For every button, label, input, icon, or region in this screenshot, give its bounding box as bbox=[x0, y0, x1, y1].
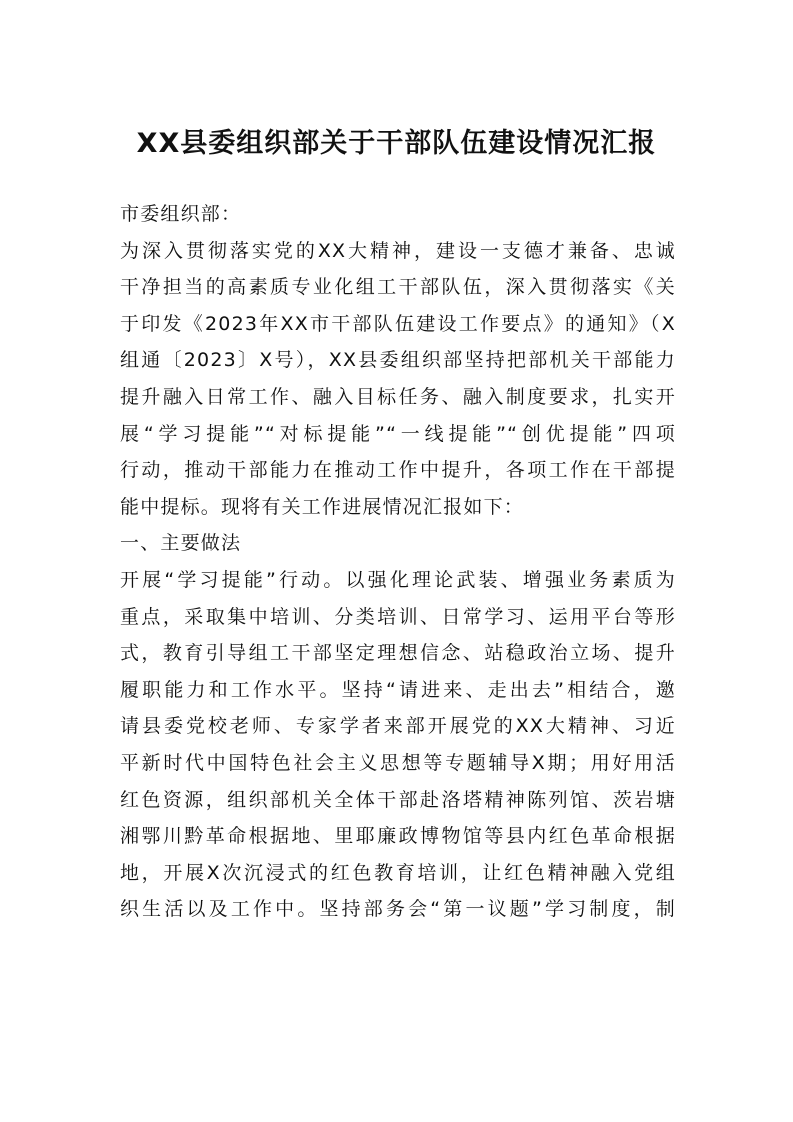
salutation-line: 市委组织部： bbox=[120, 203, 242, 225]
paragraph-line: 履职能力和工作水平。坚持“请进来、走出去”相结合，邀 bbox=[120, 678, 676, 701]
paragraph-line: 红色资源，组织部机关全体干部赴洛塔精神陈列馆、茨岩塘 bbox=[120, 788, 676, 811]
document-body bbox=[120, 196, 676, 928]
paragraph-line: 于印发《2023年XX市干部队伍建设工作要点》的通知》（X bbox=[120, 312, 676, 335]
paragraph-line: 平新时代中国特色社会主义思想等专题辅导X期；用好用活 bbox=[120, 751, 676, 774]
paragraph-line: 开展“学习提能”行动。以强化理论武装、增强业务素质为 bbox=[120, 568, 676, 591]
paragraph-line: 展“学习提能”“对标提能”“一线提能”“创优提能”四项 bbox=[120, 422, 676, 445]
document-title: XX县委组织部关于干部队伍建设情况汇报 bbox=[136, 128, 657, 159]
paragraph-line: 地，开展X次沉浸式的红色教育培训，让红色精神融入党组 bbox=[120, 861, 676, 884]
section-heading: 一、主要做法 bbox=[120, 532, 242, 555]
paragraph-line: 干净担当的高素质专业化组工干部队伍，深入贯彻落实《关 bbox=[120, 276, 676, 299]
paragraph-line: 行动，推动干部能力在推动工作中提升，各项工作在干部提 bbox=[120, 459, 676, 482]
paragraph-line: 湘鄂川黔革命根据地、里耶廉政博物馆等县内红色革命根据 bbox=[120, 825, 676, 848]
paragraph-line: 式，教育引导组工干部坚定理想信念、站稳政治立场、提升 bbox=[120, 642, 676, 665]
paragraph-line: 提升融入日常工作、融入目标任务、融入制度要求，扎实开 bbox=[120, 385, 676, 408]
paragraph-line: 组通〔2023〕X号），XX县委组织部坚持把部机关干部能力 bbox=[120, 349, 676, 372]
paragraph-line: 织生活以及工作中。坚持部务会“第一议题”学习制度，制 bbox=[120, 898, 676, 921]
paragraph-line: 请县委党校老师、专家学者来部开展党的XX大精神、习近 bbox=[120, 715, 676, 738]
paragraph-line: 为深入贯彻落实党的XX大精神，建设一支德才兼备、忠诚 bbox=[120, 239, 676, 262]
paragraph-line: 能中提标。现将有关工作进展情况汇报如下： bbox=[120, 495, 525, 518]
paragraph-line: 重点，采取集中培训、分类培训、日常学习、运用平台等形 bbox=[120, 605, 676, 628]
